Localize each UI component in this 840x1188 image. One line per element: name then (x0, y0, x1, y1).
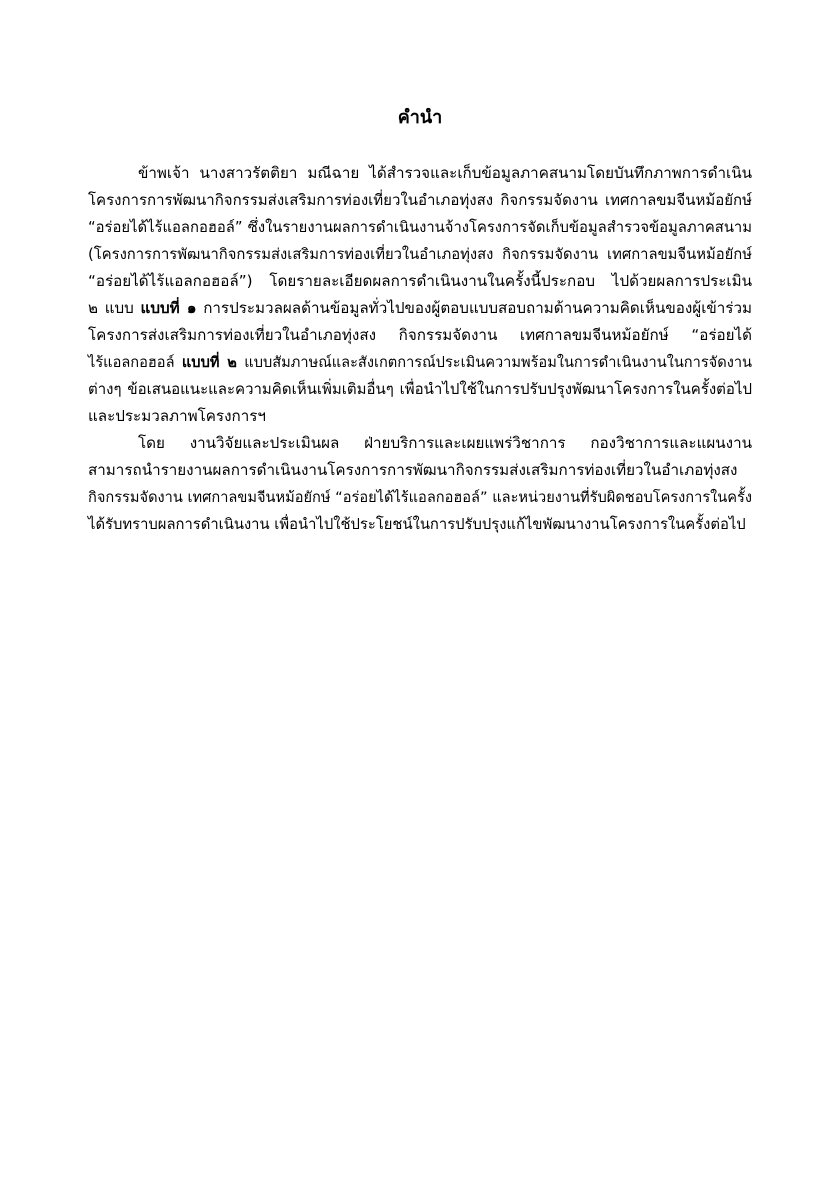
type-1-label: แบบที่ ๑ (140, 299, 197, 317)
paragraph-2-line-4: ได้รับทราบผลการดำเนินงาน เพื่อนำไปใช้ประโยชน์ในการปรับปรุงแก้ไขพัฒนางานโครงการในครั้งต่อไป (88, 516, 746, 533)
paragraph-2-line-2: สามารถนำรายงานผลการดำเนินงานโครงการการพัฒนากิจกรรมส่งเสริมการท่องเที่ยวในอำเภอทุ่งสง (88, 461, 738, 479)
preface-body (88, 160, 752, 538)
paragraph-1-line-7: โครงการส่งเสริมการท่องเที่ยวในอำเภอทุ่งสง กิจกรรมจัดงาน เทศกาลขมจีนหม้อยักษ์ “อร่อยได้ (88, 326, 752, 344)
paragraph-1-line-8 (88, 349, 752, 376)
page-title: คำนำ (397, 107, 443, 128)
type-2-label: แบบที่ ๒ (181, 354, 237, 371)
paragraph-1-line-4: (โครงการการพัฒนากิจกรรมส่งเสริมการท่องเที่ยวในอำเภอทุ่งสง กิจกรรมจัดงาน เทศกาลขมจีนหม้อยักษ์ (88, 246, 752, 263)
paragraph-1-line-2: โครงการการพัฒนากิจกรรมส่งเสริมการท่องเที่ยวในอำเภอทุ่งสง กิจกรรมจัดงาน เทศกาลขมจีนหม้อยักษ์ (88, 191, 752, 209)
paragraph-1-line-9: ต่างๆ ข้อเสนอแนะและความคิดเห็นเพิ่มเติมอื่นๆ เพื่อนำไปใช้ในการปรับปรุงพัฒนาโครงการในครั้งต่อไป (88, 380, 752, 398)
paragraph-1-line-6 (88, 295, 752, 322)
paragraph-1-line-10: และประมวลภาพโครงการฯ (88, 407, 266, 425)
line-8-prefix: ไร้แอลกอฮอล์ (88, 354, 182, 371)
line-6-prefix: ๒ แบบ (88, 299, 141, 317)
line-6-rest: การประมวลผลด้านข้อมูลทั่วไปของผู้ตอบแบบสอบถามด้านความคิดเห็นของผู้เข้าร่วม (196, 299, 752, 317)
paragraph-1-line-1: ข้าพเจ้า นางสาวรัตติยา มณีฉาย ได้สำรวจและเก็บข้อมูลภาคสนามโดยบันทึกภาพการดำเนิน (138, 164, 752, 182)
line-8-rest: แบบสัมภาษณ์และสังเกตการณ์ประเมินความพร้อมในการดำเนินงานในการจัดงาน (236, 354, 752, 371)
paragraph-1-line-3: “อร่อยได้ไร้แอลกอฮอล์” ซึ่งในรายงานผลการดำเนินงานจ้างโครงการจัดเก็บข้อมูลสำรวจข้อมูลภาคสนาม (88, 219, 752, 236)
paragraph-1-line-5: “อร่อยได้ไร้แอลกอฮอล์”) โดยรายละเอียดผลการดำเนินงานในครั้งนี้ประกอบ ไปด้วยผลการประเมิน (88, 272, 752, 290)
paragraph-2-line-1: โดย งานวิจัยและประเมินผล ฝ่ายบริการและเผยแพร่วิชาการ กองวิชาการและแผนงาน (138, 434, 752, 452)
paragraph-2-line-3: กิจกรรมจัดงาน เทศกาลขมจีนหม้อยักษ์ “อร่อยได้ไร้แอลกอฮอล์” และหน่วยงานที่รับผิดชอบโครงการในครั้ง (88, 489, 752, 506)
